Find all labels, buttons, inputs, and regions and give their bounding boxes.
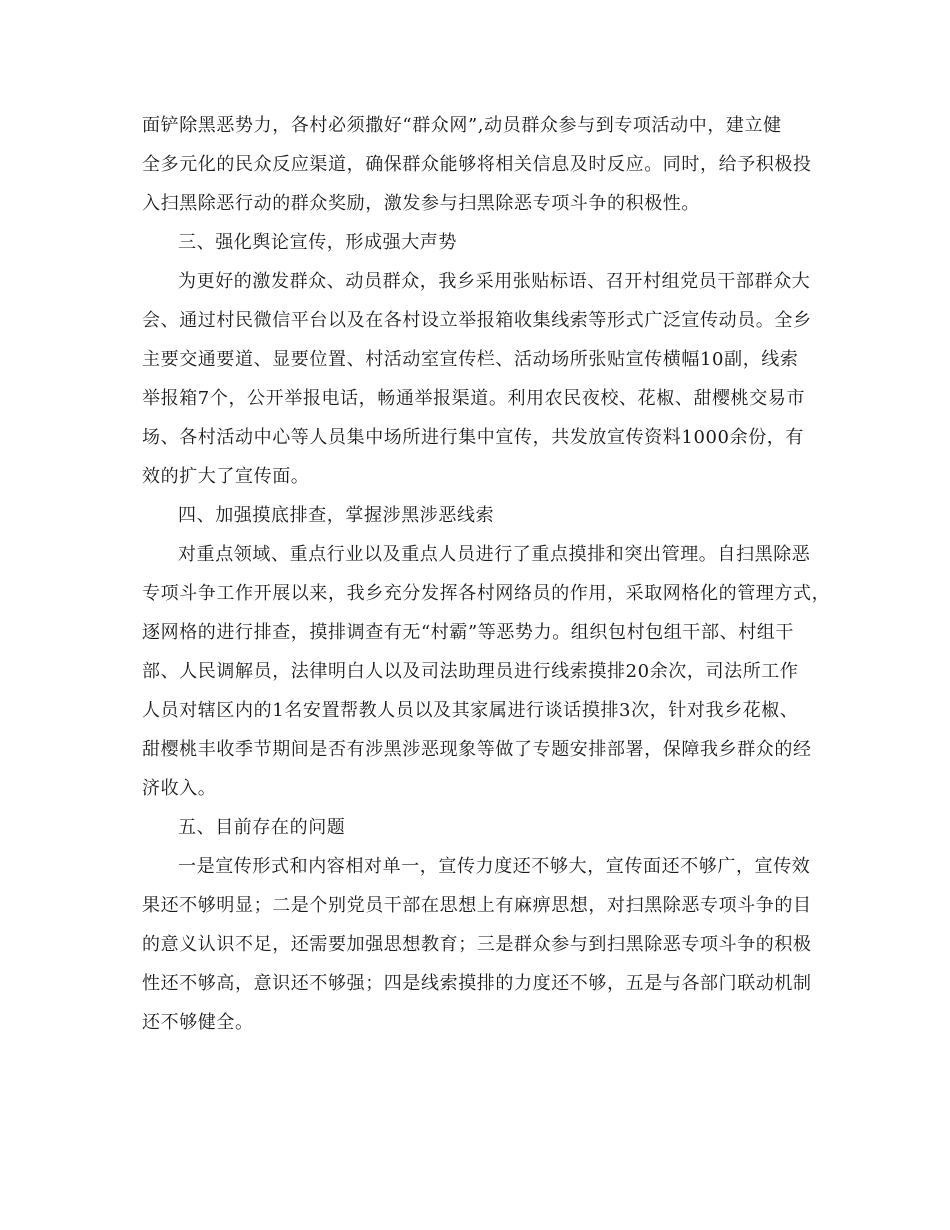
text-line: 甜樱桃丰收季节期间是否有涉黑涉恶现象等做了专题安排部署，保障我乡群众的经 [142, 739, 812, 760]
text-line: 一是宣传形式和内容相对单一，宣传力度还不够大，宣传面还不够广，宣传效 [178, 856, 811, 877]
text-line: 举报箱7个，公开举报电话，畅通举报渠道。利用农民夜校、花椒、甜樱桃交易市 [142, 388, 806, 409]
text-line: 性还不够高，意识还不够强；四是线索摸排的力度还不够，五是与各部门联动机制 [142, 973, 812, 994]
text-line: 主要交通要道、显要位置、村活动室宣传栏、活动场所张贴宣传横幅10副，线索 [142, 349, 799, 370]
section-heading: 五、目前存在的问题 [178, 817, 346, 838]
text-line: 专项斗争工作开展以来，我乡充分发挥各村网络员的作用，采取网格化的管理方式， [142, 583, 831, 604]
text-line: 的意义认识不足，还需要加强思想教育；三是群众参与到扫黑除恶专项斗争的积极 [142, 934, 812, 955]
text-line: 效的扩大了宣传面。 [142, 466, 310, 487]
text-line: 为更好的激发群众、动员群众，我乡采用张贴标语、召开村组党员干部群众大 [178, 271, 811, 292]
text-line: 面铲除黑恶势力，各村必须撒好“群众网”,动员群众参与到专项活动中，建立健 [142, 115, 782, 136]
text-line: 对重点领域、重点行业以及重点人员进行了重点摸排和突出管理。自扫黑除恶 [178, 544, 811, 565]
text-line: 会、通过村民微信平台以及在各村设立举报箱收集线索等形式广泛宣传动员。全乡 [142, 310, 812, 331]
section-heading: 三、强化舆论宣传，形成强大声势 [178, 232, 457, 253]
text-line: 部、人民调解员，法律明白人以及司法助理员进行线索摸排20余次，司法所工作 [142, 661, 799, 682]
text-line: 还不够健全。 [142, 1012, 254, 1033]
text-line: 济收入。 [142, 778, 217, 799]
text-line: 全多元化的民众反应渠道，确保群众能够将相关信息及时反应。同时，给予积极投 [142, 154, 812, 175]
text-line: 果还不够明显；二是个别党员干部在思想上有麻痹思想，对扫黑除恶专项斗争的目 [142, 895, 812, 916]
text-line: 逐网格的进行排查，摸排调查有无“村霸”等恶势力。组织包村包组干部、村组干 [142, 622, 795, 643]
text-line: 入扫黑除恶行动的群众奖励，激发参与扫黑除恶专项斗争的积极性。 [142, 193, 700, 214]
text-line: 场、各村活动中心等人员集中场所进行集中宣传，共发放宣传资料1000余份，有 [142, 427, 805, 448]
section-heading: 四、加强摸底排查，掌握涉黑涉恶线索 [178, 505, 495, 526]
text-line: 人员对辖区内的1名安置帮教人员以及其家属进行谈话摸排3次，针对我乡花椒、 [142, 700, 799, 721]
